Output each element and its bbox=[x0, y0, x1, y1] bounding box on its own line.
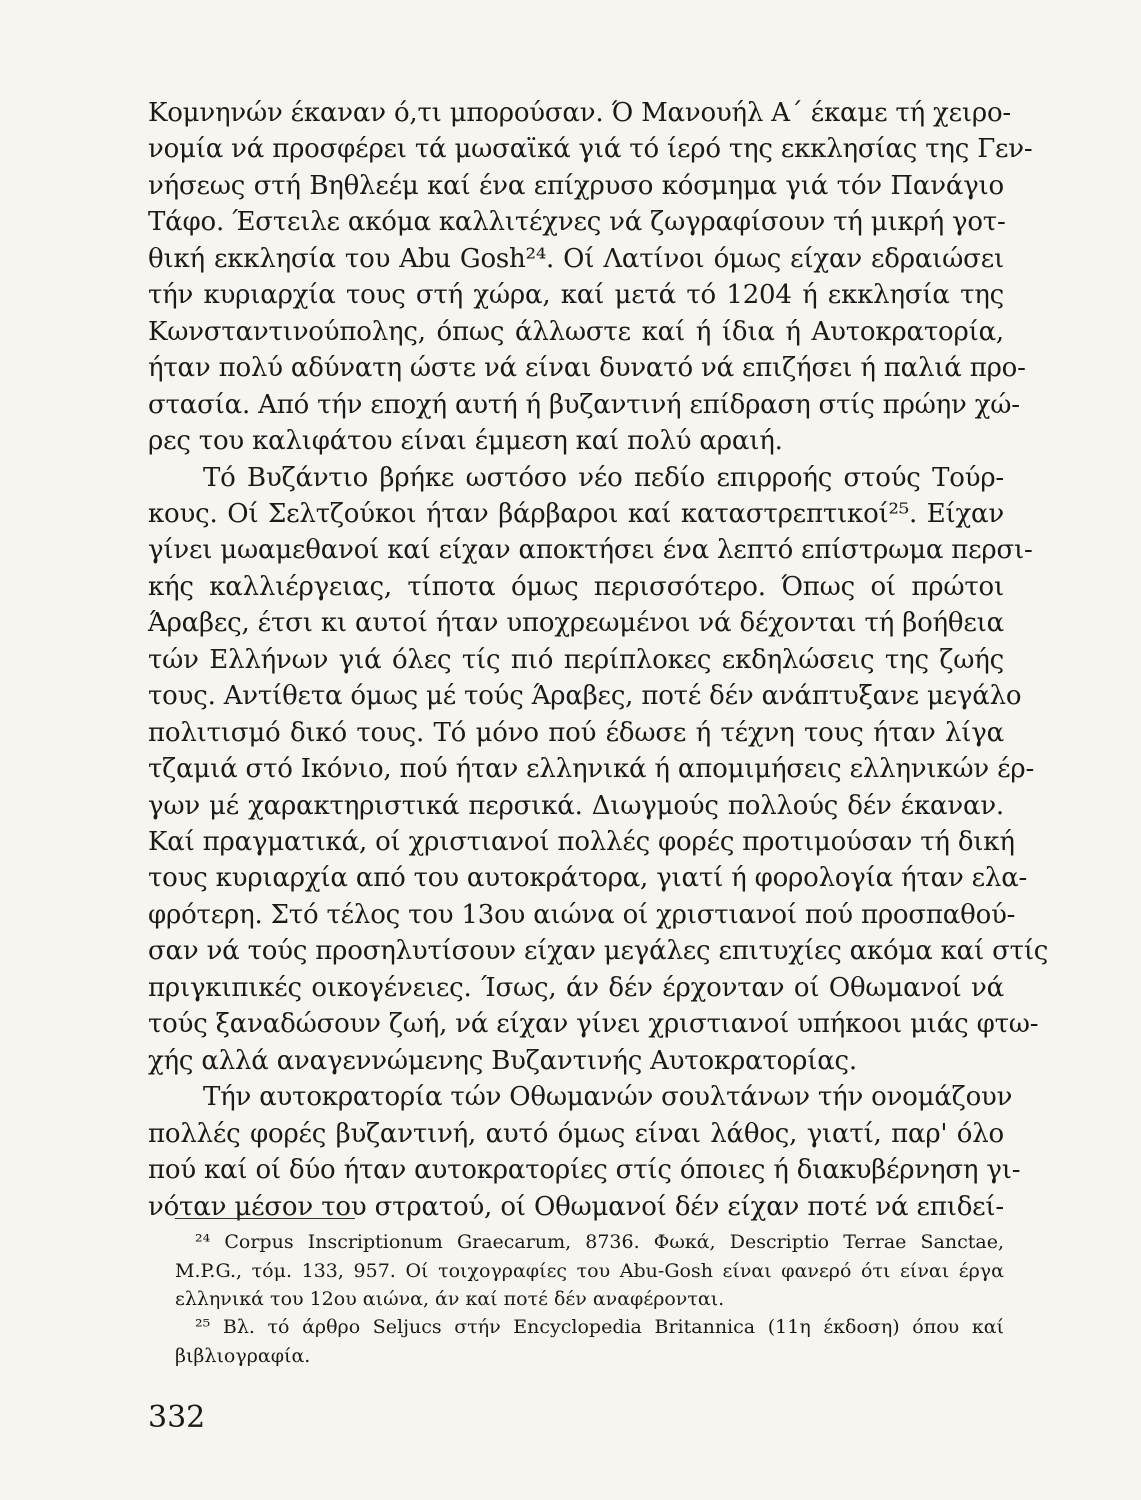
text-line: σαν νά τούς προσηλυτίσουν είχαν μεγάλες επιτυχίες ακόμα καί στίς bbox=[148, 936, 1049, 967]
text-line: τών Ελλήνων γιά όλες τίς πιό περίπλοκες εκδηλώσεις της ζωής bbox=[148, 644, 1004, 675]
text-line: Τήν αυτοκρατορία τών Οθωμανών σουλτάνων τήν ονομάζουν bbox=[203, 1082, 1013, 1113]
footnote-line: βιβλιογραφία. bbox=[175, 1345, 311, 1367]
text-line: γίνει μωαμεθανοί καί είχαν αποκτήσει ένα λεπτό επίστρωμα περσι- bbox=[148, 535, 1033, 566]
text-line: στασία. Από τήν εποχή αυτή ή βυζαντινή επίδραση στίς πρώην χώ- bbox=[148, 389, 1020, 420]
page-number: 332 bbox=[148, 1400, 206, 1435]
text-line: φρότερη. Στό τέλος του 13ου αιώνα οί χριστιανοί πού προσπαθού- bbox=[148, 899, 1016, 930]
text-line: τους κυριαρχία από του αυτοκράτορα, γιατί ή φορολογία ήταν ελα- bbox=[148, 863, 1028, 894]
text-line: γων μέ χαρακτηριστικά περσικά. Διωγμούς πολλούς δέν έκαναν. bbox=[148, 790, 1004, 821]
text-line: τήν κυριαρχία τους στή χώρα, καί μετά τό 1204 ή εκκλησία της bbox=[148, 280, 1004, 311]
text-line: τους. Αντίθετα όμως μέ τούς Άραβες, ποτέ δέν ανάπτυξανε μεγάλο bbox=[148, 681, 1022, 712]
footnote-line: M.P.G., τόμ. 133, 957. Οί τοιχογραφίες του Abu-Gosh είναι φανερό ότι είναι έργα bbox=[175, 1260, 1004, 1282]
footnote-divider bbox=[175, 1218, 355, 1219]
text-line: τούς ξαναδώσουν ζωή, νά είχαν γίνει χριστιανοί υπήκοοι μιάς φτω- bbox=[148, 1009, 1039, 1040]
text-line: νήσεως στή Βηθλεέμ καί ένα επίχρυσο κόσμημα γιά τόν Πανάγιο bbox=[148, 170, 1004, 201]
footnote-line: ²⁵ Βλ. τό άρθρο Seljucs στήν Encyclopedia Britannica (11η έκδοση) όπου καί bbox=[195, 1316, 1004, 1338]
text-line: κους. Οί Σελτζούκοι ήταν βάρβαροι καί καταστρεπτικοί²⁵. Είχαν bbox=[148, 498, 1004, 529]
text-line: νομία νά προσφέρει τά μωσαϊκά γιά τό ίερό της εκκλησίας της Γεν- bbox=[148, 134, 1033, 165]
text-line: τζαμιά στό Ικόνιο, πού ήταν ελληνικά ή απομιμήσεις ελληνικών έρ- bbox=[148, 754, 1035, 785]
footnote-line: ²⁴ Corpus Inscriptionum Graecarum, 8736. Φωκά, Descriptio Terrae Sanctae, bbox=[195, 1231, 1004, 1253]
text-line: νόταν μέσον του στρατού, οί Οθωμανοί δέν είχαν ποτέ νά επιδεί- bbox=[148, 1191, 1004, 1222]
footnote-line: ελληνικά του 12ου αιώνα, άν καί ποτέ δέν αναφέρονται. bbox=[175, 1288, 725, 1310]
text-line: χής αλλά αναγεννώμενης Βυζαντινής Αυτοκρατορίας. bbox=[148, 1045, 857, 1076]
text-line: Τό Βυζάντιο βρήκε ωστόσο νέο πεδίο επιρροής στούς Τούρ- bbox=[203, 462, 1004, 493]
text-line: πριγκιπικές οικογένειες. Ίσως, άν δέν έρχονταν οί Οθωμανοί νά bbox=[148, 972, 1004, 1003]
text-line: Καί πραγματικά, οί χριστιανοί πολλές φορές προτιμούσαν τή δική bbox=[148, 827, 1015, 857]
text-line: Τάφο. Έστειλε ακόμα καλλιτέχνες νά ζωγραφίσουν τή μικρή γοτ- bbox=[148, 207, 1006, 238]
text-line: κής καλλιέργειας, τίποτα όμως περισσότερο. Όπως οί πρώτοι bbox=[148, 571, 1004, 602]
text-line: Άραβες, έτσι κι αυτοί ήταν υποχρεωμένοι νά δέχονται τή βοήθεια bbox=[148, 608, 1004, 639]
text-line: ρες του καλιφάτου είναι έμμεση καί πολύ αραιή. bbox=[148, 426, 783, 457]
text-line: πολιτισμό δικό τους. Τό μόνο πού έδωσε ή τέχνη τους ήταν λίγα bbox=[148, 717, 1004, 748]
text-line: ήταν πολύ αδύνατη ώστε νά είναι δυνατό νά επιζήσει ή παλιά προ- bbox=[148, 353, 1026, 384]
text-line: πολλές φορές βυζαντινή, αυτό όμως είναι λάθος, γιατί, παρ' όλο bbox=[148, 1118, 1004, 1149]
text-line: πού καί οί δύο ήταν αυτοκρατορίες στίς όποιες ή διακυβέρνηση γι- bbox=[148, 1155, 1021, 1186]
text-line: Κομνηνών έκαναν ό,τι μπορούσαν. Ό Μανουήλ Α΄ έκαμε τή χειρο- bbox=[148, 98, 1011, 128]
text-line: Κωνσταντινούπολης, όπως άλλωστε καί ή ίδια ή Αυτοκρατορία, bbox=[148, 316, 1004, 347]
text-line: θική εκκλησία του Abu Gosh²⁴. Οί Λατίνοι όμως είχαν εδραιώσει bbox=[148, 243, 1004, 274]
